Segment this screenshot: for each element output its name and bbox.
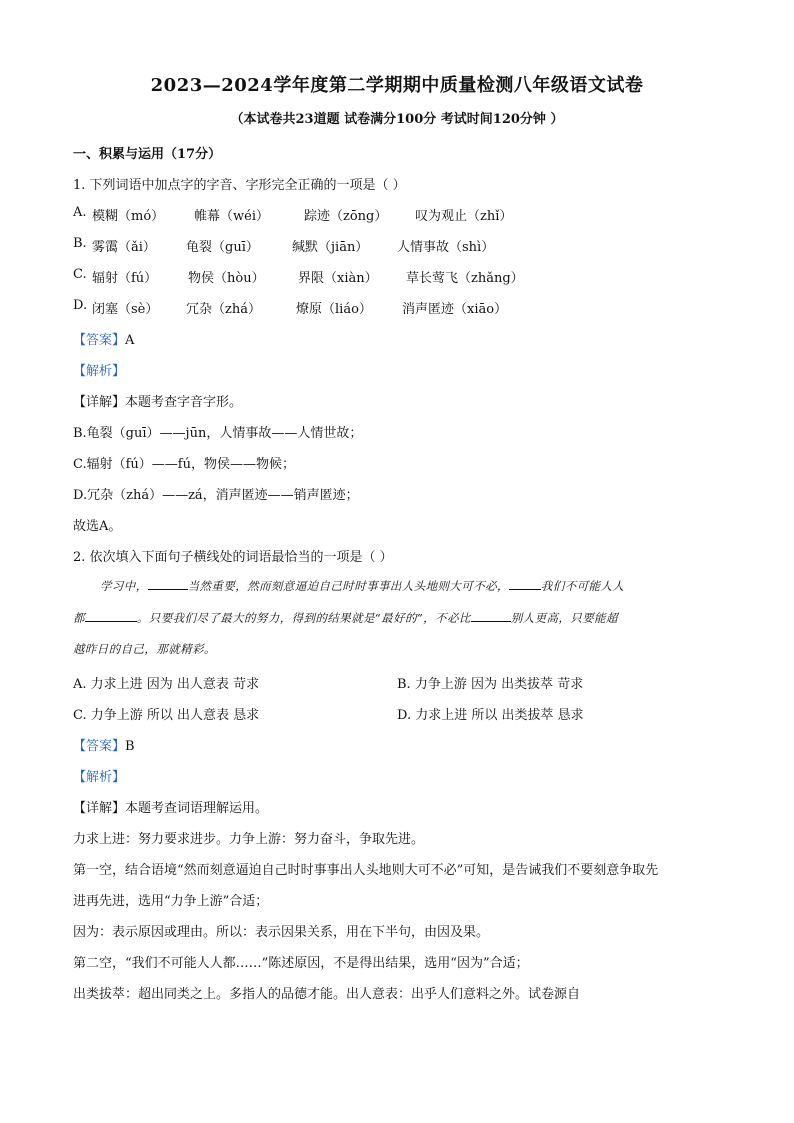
option-a-item: 叹为观止（zhǐ） [415, 209, 513, 224]
option-text: 力争上游 所以 出人意表 恳求 [90, 708, 260, 723]
detail-text: 本题考查词语理解运用。 [125, 801, 269, 816]
detail-tag: 【详解】 [73, 801, 126, 816]
explanation-line: 因为：表示原因或理由。所以：表示因果关系，用在下半句，由因及果。 [73, 925, 490, 940]
passage-text: 我们不可能人人 [540, 579, 625, 593]
option-d-item: 燎原（liáo） [296, 302, 372, 317]
analysis-tag: 【解析】 [73, 364, 126, 379]
passage-text: 都 [73, 611, 85, 625]
option-d-item: 冗杂（zhá） [186, 302, 261, 317]
option-a-item: 踪迹（zōng） [304, 209, 388, 224]
explanation-line: C.辐射（fú）——fú，物侯——物候； [73, 457, 295, 472]
passage-line: 越昨日的自己，那就精彩。 [73, 642, 216, 656]
detail-tag: 【详解】 [73, 395, 126, 410]
passage-line [100, 578, 750, 594]
section-heading: 一、积累与运用（17分） [73, 147, 222, 162]
option-c-item: 草长莺飞（zhǎng） [406, 271, 524, 286]
analysis-line [73, 360, 125, 379]
answer-tag: 【答案】 [73, 739, 126, 754]
q2-option-a [73, 673, 259, 692]
detail-line [73, 797, 268, 816]
fill-blank [85, 611, 137, 622]
option-c-item: 物侯（hòu） [188, 271, 265, 286]
option-c-item: 辐射（fú） [92, 271, 158, 286]
option-a-label: A. [73, 205, 87, 220]
analysis-line [73, 766, 125, 785]
option-text: 力求上进 因为 出人意表 苛求 [90, 677, 260, 692]
q2-option-d [397, 704, 584, 723]
q2-option-c [73, 704, 259, 723]
option-b-item: 雾霭（ǎi） [92, 240, 156, 255]
explanation-line: 第二空，“我们不可能人人都……”陈述原因，不是得出结果，选用“因为”合适； [73, 956, 529, 971]
question-1-stem: 1. 下列词语中加点字的字音、字形完全正确的一项是（ ） [73, 178, 406, 193]
answer-tag: 【答案】 [73, 333, 126, 348]
answer-line [73, 735, 135, 754]
exam-title: 2023—2024学年度第二学期期中质量检测八年级语文试卷 [150, 75, 644, 96]
option-a-item: 模糊（mó） [92, 209, 165, 224]
option-b-item: 龟裂（guī） [186, 240, 259, 255]
option-d-item: 闭塞（sè） [92, 302, 159, 317]
option-b-item: 缄默（jiān） [292, 240, 369, 255]
analysis-tag: 【解析】 [73, 770, 126, 785]
fill-blank [471, 611, 511, 622]
passage-text: 学习中， [100, 579, 148, 593]
passage-text: 当然重要，然而刻意逼迫自己时时事事出人头地则大可不必， [187, 579, 509, 593]
option-c-item: 界限（xiàn） [298, 271, 378, 286]
explanation-line: 进再先进，选用“力争上游”合适； [73, 894, 269, 909]
option-text: 力求上进 所以 出类拔萃 恳求 [415, 708, 584, 723]
passage-text: 。只要我们尽了最大的努力，得到的结果就是“最好的”，不必比 [136, 611, 471, 625]
answer-value: B [125, 739, 135, 754]
fill-blank [148, 579, 188, 590]
option-c-label: C. [73, 267, 87, 282]
question-2-stem: 2. 依次填入下面句子横线处的词语最恰当的一项是（ ） [73, 550, 393, 565]
answer-value: A [125, 333, 135, 348]
explanation-line: B.龟裂（guī）——jūn，人情事故——人情世故； [73, 426, 363, 441]
passage-line [73, 610, 723, 626]
answer-line [73, 329, 134, 348]
fill-blank [509, 579, 541, 590]
option-b-label: B. [73, 236, 87, 251]
option-label: D. [397, 708, 412, 723]
q2-option-b [397, 673, 583, 692]
option-label: B. [397, 677, 411, 692]
option-label: C. [73, 708, 87, 723]
detail-line [73, 391, 242, 410]
explanation-line: 力求上进：努力要求进步。力争上游：努力奋斗，争取先进。 [73, 832, 425, 847]
explanation-line: D.冗杂（zhá）——zá，消声匿迹——销声匿迹； [73, 488, 359, 503]
exam-subtitle: （本试卷共23道题 试卷满分100分 考试时间120分钟 ） [230, 112, 564, 127]
option-label: A. [73, 677, 87, 692]
explanation-line: 出类拔萃：超出同类之上。多指人的品德才能。出人意表：出乎人们意料之外。试卷源自 [73, 987, 581, 1002]
option-d-item: 消声匿迹（xiāo） [402, 302, 508, 317]
option-b-item: 人情事故（shì） [397, 240, 495, 255]
explanation-line: 第一空，结合语境“然而刻意逼迫自己时时事事出人头地则大可不必”可知，是告诫我们不要刻意争取先 [73, 863, 659, 878]
option-d-label: D. [73, 298, 88, 313]
passage-text: 别人更高，只要能超 [510, 611, 618, 625]
option-a-item: 帷幕（wéi） [194, 209, 269, 224]
explanation-line: 故选A。 [73, 519, 122, 534]
detail-text: 本题考查字音字形。 [125, 395, 243, 410]
option-text: 力争上游 因为 出类拔萃 苛求 [414, 677, 584, 692]
